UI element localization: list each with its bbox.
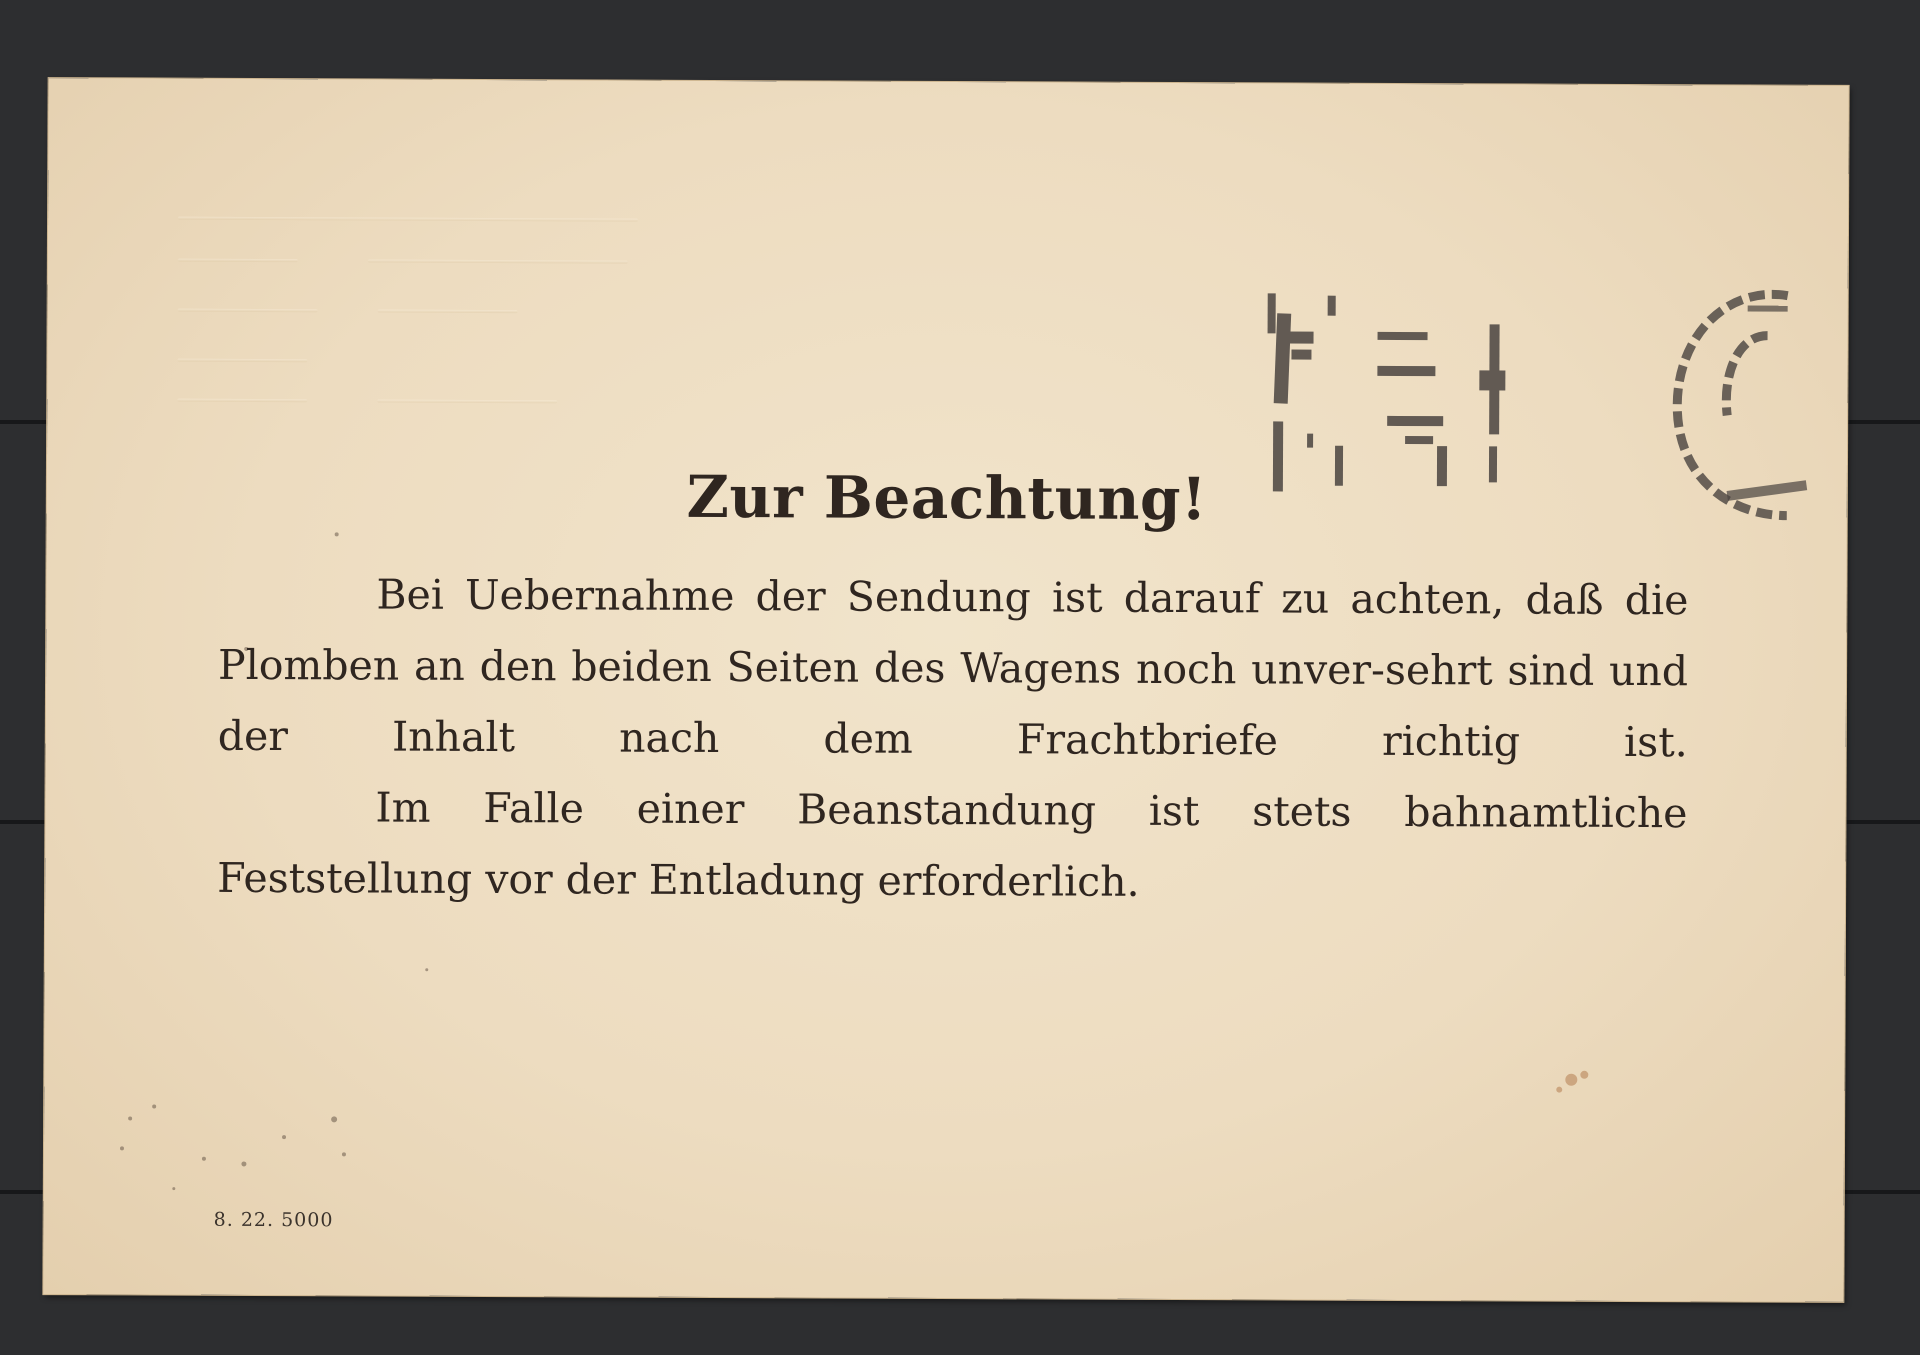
card-title: Zur Beachtung! (686, 462, 1208, 534)
notice-paragraph-2: Im Falle einer Beanstandung ist stets bahnamtliche Feststellung vor der Entladung erforderlich. (217, 783, 1688, 906)
notice-paragraph-1: Bei Uebernahme der Sendung ist darauf zu achten, daß die Plomben an den beiden Seiten des Wagens noch unver-sehrt sind und der Inhalt nach dem Frachtbriefe richtig ist. (217, 570, 1689, 767)
notice-text (217, 559, 1689, 920)
postcard (43, 78, 1848, 1302)
print-code: 8. 22. 5000 (213, 1208, 334, 1232)
